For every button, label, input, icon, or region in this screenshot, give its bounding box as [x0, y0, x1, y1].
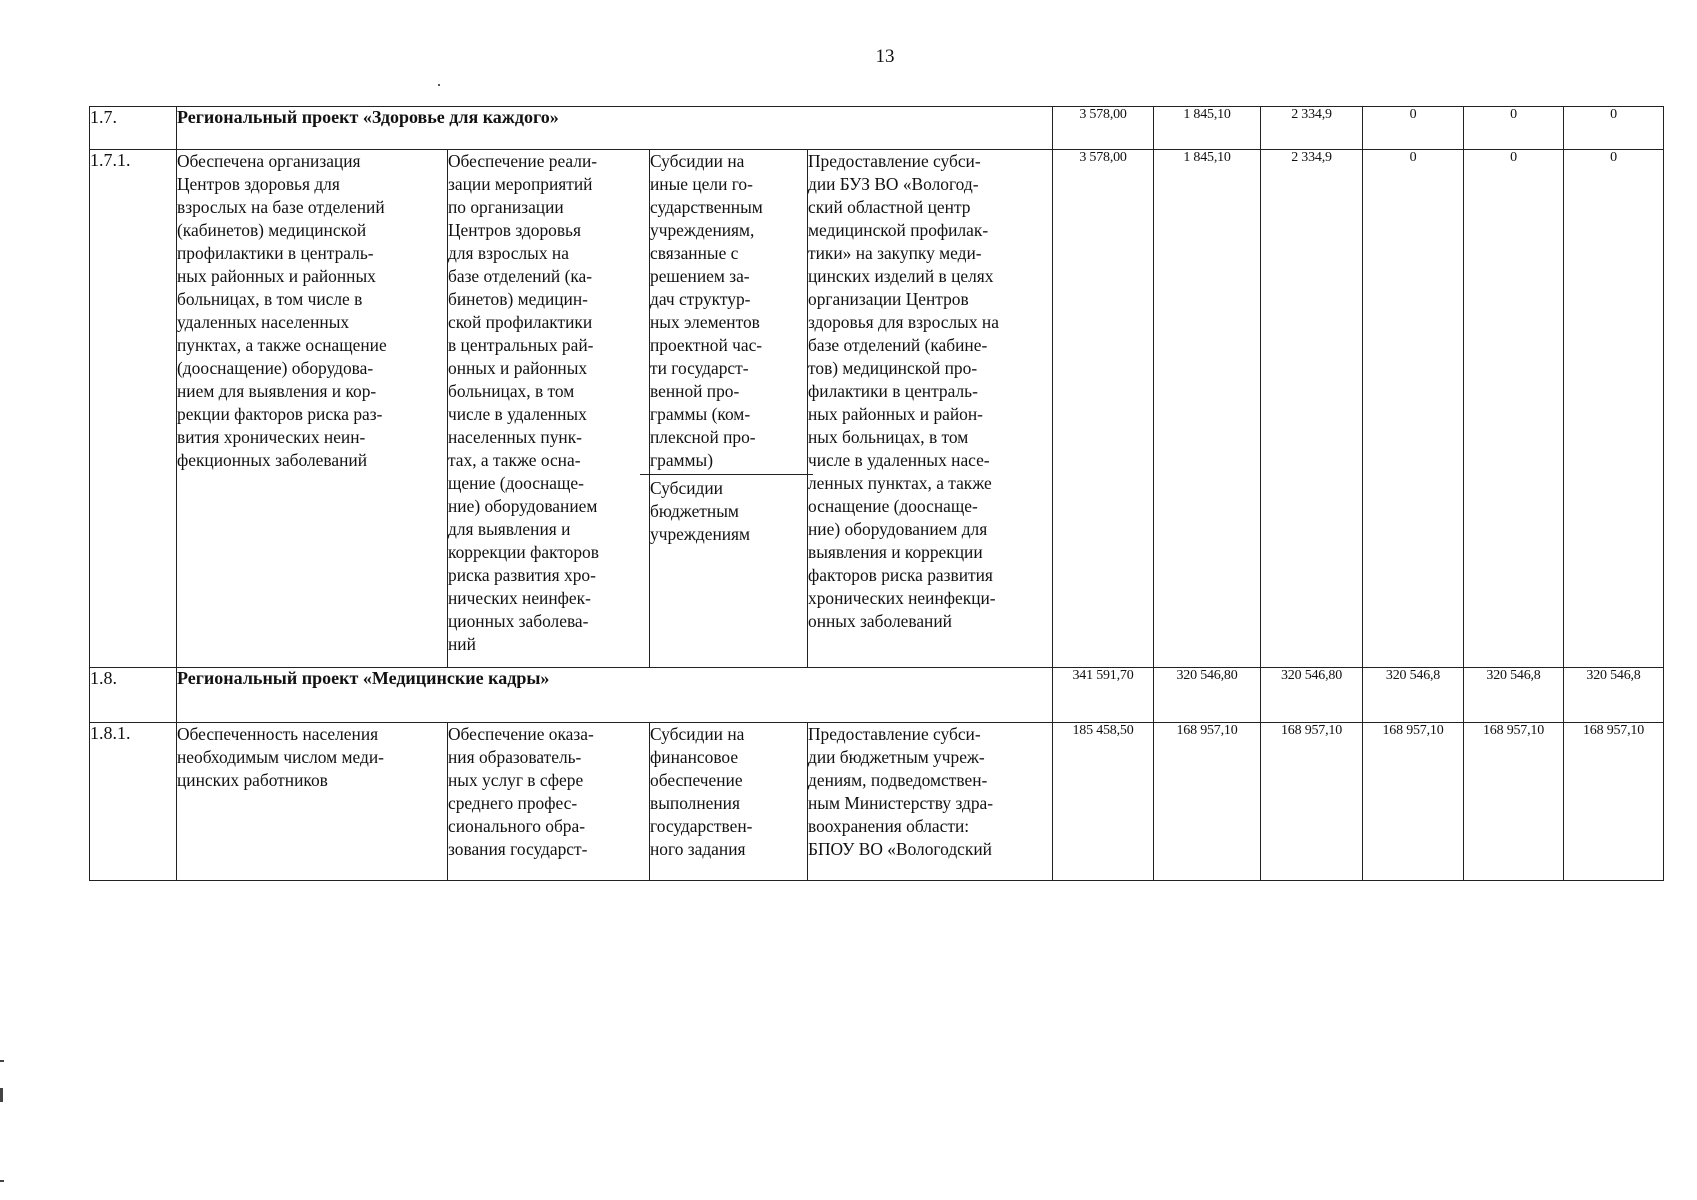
value-cell: 0 — [1564, 107, 1664, 150]
item-row — [90, 723, 1664, 881]
value-cell: 2 334,9 — [1261, 150, 1363, 668]
value-cell: 0 — [1363, 150, 1464, 668]
page-number: 13 — [875, 46, 895, 67]
subsidy-type-text: Субсидии на финансовое обеспечение выполнения государствен- ного задания — [650, 724, 753, 859]
value-cell: 3 578,00 — [1053, 150, 1154, 668]
description-text: Предоставление субси- дии бюджетным учреж- дениям, подведомствен- ным Министерству здра- воохранения области: БПОУ ВО «Вологодский — [808, 724, 994, 859]
value-cell: 2 334,9 — [1261, 107, 1363, 150]
value-cell: 320 546,8 — [1363, 668, 1464, 723]
value-cell: 0 — [1564, 150, 1664, 668]
activity-text: Обеспечение оказа- ния образователь- ных услуг в сфере среднего профес- сионального обра- зования государст- — [448, 724, 594, 859]
value-cell: 168 957,10 — [1464, 723, 1564, 881]
row-number: 1.7. — [90, 107, 177, 150]
value-cell: 320 546,80 — [1261, 668, 1363, 723]
row-number: 1.8. — [90, 668, 177, 723]
value-cell: 168 957,10 — [1363, 723, 1464, 881]
section-title: Региональный проект «Медицинские кадры» — [177, 668, 1053, 723]
value-cell: 320 546,8 — [1564, 668, 1664, 723]
value-cell: 185 458,50 — [1053, 723, 1154, 881]
value-cell: 1 845,10 — [1154, 150, 1261, 668]
value-cell: 320 546,80 — [1154, 668, 1261, 723]
scan-edge-mark — [0, 1088, 7, 1102]
subsidy-type-text: Субсидии на иные цели го- сударственным учреждениям, связанные с решением за- дач структур- ных элементов проектной час- ти государст- венной про- граммы (ком- плексной про- граммы) — [640, 150, 813, 475]
scan-edge-mark — [0, 1060, 4, 1062]
value-cell: 341 591,70 — [1053, 668, 1154, 723]
section-row — [90, 668, 1664, 723]
result-text: Обеспеченность населения необходимым числом меди- цинских работников — [177, 724, 384, 790]
value-cell: 168 957,10 — [1261, 723, 1363, 881]
value-cell: 168 957,10 — [1154, 723, 1261, 881]
value-cell: 3 578,00 — [1053, 107, 1154, 150]
activity-text: Обеспечение реали- зации мероприятий по организации Центров здоровья для взрослых на базе отделений (ка- бинетов) медицин- ской профилактики в центральных рай- онных и районных больницах, в том числе в удаленных населенных пунк- тах, а также осна- щение (дооснаще- ние) оборудованием для выявления и коррекции факторов риска развития хро- нических неинфек- ционных заболева- ний — [448, 151, 599, 654]
value-cell: 1 845,10 — [1154, 107, 1261, 150]
row-number: 1.8.1. — [90, 723, 177, 881]
description-text: Предоставление субси- дии БУЗ ВО «Вологод- ский областной центр медицинской профилак- тики» на закупку меди- цинских изделий в целях организации Центров здоровья для взрослых на базе отделений (кабине- тов) медицинской про- филактики в централь- ных районных и район- ных больницах, в том числе в удаленных насе- ленных пунктах, а также оснащение (дооснаще- ние) оборудованием для выявления и коррекции факторов риска развития хронических неинфекци- онных заболеваний — [808, 151, 999, 631]
budget-table — [89, 106, 1664, 881]
row-number: 1.7.1. — [90, 150, 177, 668]
section-row — [90, 107, 1664, 150]
scan-speck — [438, 84, 440, 86]
item-row — [90, 150, 1664, 668]
value-cell: 320 546,8 — [1464, 668, 1564, 723]
value-cell: 0 — [1464, 107, 1564, 150]
subsidy-type-text: Субсидии бюджетным учреждениям — [650, 478, 751, 544]
section-title: Региональный проект «Здоровье для каждого» — [177, 107, 1053, 150]
value-cell: 168 957,10 — [1564, 723, 1664, 881]
value-cell: 0 — [1464, 150, 1564, 668]
value-cell: 0 — [1363, 107, 1464, 150]
scan-edge-mark — [0, 1180, 4, 1182]
result-text: Обеспечена организация Центров здоровья для взрослых на базе отделений (кабинетов) медицинской профилактики в централь- ных районных и районных больницах, в том числе в удаленных населенных пунктах, а также оснащение (дооснащение) оборудова- нием для выявления и кор- рекции факторов риска раз- вития хронических неин- фекционных заболеваний — [177, 151, 387, 470]
